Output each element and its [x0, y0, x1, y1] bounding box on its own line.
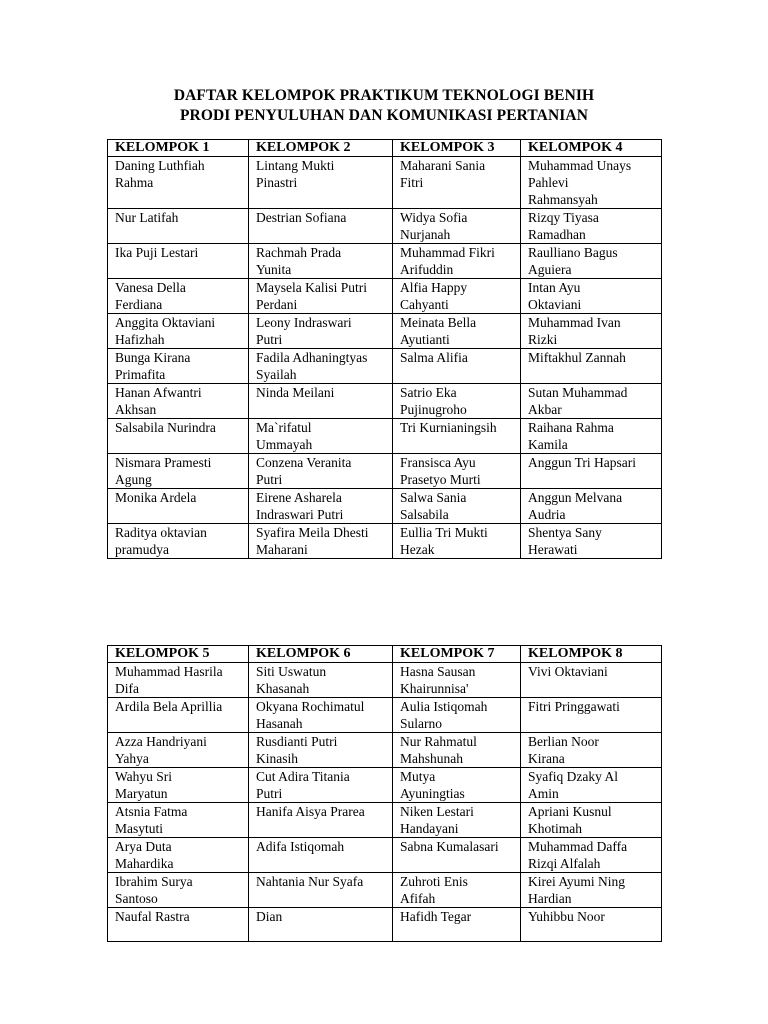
group-table-2 — [107, 645, 662, 942]
member-name-cell: Satrio Eka Pujinugroho — [393, 384, 521, 419]
table-row — [108, 803, 662, 838]
member-name-cell: Okyana Rochimatul Hasanah — [249, 698, 393, 733]
document-title — [0, 86, 768, 126]
member-name-cell: Salwa Sania Salsabila — [393, 489, 521, 524]
table-row — [108, 349, 662, 384]
member-name-cell: Atsnia Fatma Masytuti — [108, 803, 249, 838]
member-name-cell: Nahtania Nur Syafa — [249, 873, 393, 908]
member-name-cell: Wahyu Sri Maryatun — [108, 768, 249, 803]
title-line-1: DAFTAR KELOMPOK PRAKTIKUM TEKNOLOGI BENIH — [173, 87, 595, 104]
member-name-cell: Vanesa Della Ferdiana — [108, 279, 249, 314]
group-header: KELOMPOK 6 — [249, 646, 393, 663]
table-row — [108, 838, 662, 873]
member-name-cell: Hanifa Aisya Prarea — [249, 803, 393, 838]
member-name-cell: Muhammad Hasrila Difa — [108, 663, 249, 698]
table-row — [108, 419, 662, 454]
member-name-cell: Aulia Istiqomah Sularno — [393, 698, 521, 733]
member-name-cell: Mutya Ayuningtias — [393, 768, 521, 803]
member-name-cell: Leony Indraswari Putri — [249, 314, 393, 349]
member-name-cell: Daning Luthfiah Rahma — [108, 157, 249, 209]
member-name-cell: Ma`rifatul Ummayah — [249, 419, 393, 454]
member-name-cell: Muhammad Unays Pahlevi Rahmansyah — [521, 157, 662, 209]
member-name-cell: Naufal Rastra — [108, 908, 249, 942]
member-name-cell: Raulliano Bagus Aguiera — [521, 244, 662, 279]
member-name-cell: Apriani Kusnul Khotimah — [521, 803, 662, 838]
member-name-cell: Muhammad Fikri Arifuddin — [393, 244, 521, 279]
member-name-cell: Fitri Pringgawati — [521, 698, 662, 733]
title-line-2: PRODI PENYULUHAN DAN KOMUNIKASI PERTANIAN — [179, 107, 588, 124]
table-row — [108, 454, 662, 489]
member-name-cell: Vivi Oktaviani — [521, 663, 662, 698]
group-header: KELOMPOK 4 — [521, 140, 662, 157]
member-name-cell: Anggun Tri Hapsari — [521, 454, 662, 489]
group-header: KELOMPOK 2 — [249, 140, 393, 157]
member-name-cell: Sutan Muhammad Akbar — [521, 384, 662, 419]
member-name-cell: Maharani Sania Fitri — [393, 157, 521, 209]
table-row — [108, 663, 662, 698]
member-name-cell: Bunga Kirana Primafita — [108, 349, 249, 384]
member-name-cell: Berlian Noor Kirana — [521, 733, 662, 768]
member-name-cell: Syafira Meila Dhesti Maharani — [249, 524, 393, 559]
member-name-cell: Destrian Sofiana — [249, 209, 393, 244]
member-name-cell: Azza Handriyani Yahya — [108, 733, 249, 768]
member-name-cell: Intan Ayu Oktaviani — [521, 279, 662, 314]
member-name-cell: Nur Latifah — [108, 209, 249, 244]
member-name-cell: Arya Duta Mahardika — [108, 838, 249, 873]
group-header: KELOMPOK 1 — [108, 140, 249, 157]
member-name-cell: Ika Puji Lestari — [108, 244, 249, 279]
member-name-cell: Nismara Pramesti Agung — [108, 454, 249, 489]
table-row — [108, 157, 662, 209]
member-name-cell: Tri Kurnianingsih — [393, 419, 521, 454]
member-name-cell: Rusdianti Putri Kinasih — [249, 733, 393, 768]
table-row — [108, 698, 662, 733]
member-name-cell: Raditya oktavian pramudya — [108, 524, 249, 559]
member-name-cell: Ibrahim Surya Santoso — [108, 873, 249, 908]
member-name-cell: Rachmah Prada Yunita — [249, 244, 393, 279]
member-name-cell: Salsabila Nurindra — [108, 419, 249, 454]
table-row — [108, 279, 662, 314]
member-name-cell: Ardila Bela Aprillia — [108, 698, 249, 733]
table-row — [108, 524, 662, 559]
table-row — [108, 209, 662, 244]
member-name-cell: Eirene Asharela Indraswari Putri — [249, 489, 393, 524]
member-name-cell: Shentya Sany Herawati — [521, 524, 662, 559]
member-name-cell: Cut Adira Titania Putri — [249, 768, 393, 803]
group-table-1 — [107, 139, 662, 559]
table-header-row — [108, 646, 662, 663]
member-name-cell: Muhammad Daffa Rizqi Alfalah — [521, 838, 662, 873]
member-name-cell: Zuhroti Enis Afifah — [393, 873, 521, 908]
member-name-cell: Anggita Oktaviani Hafizhah — [108, 314, 249, 349]
member-name-cell: Maysela Kalisi Putri Perdani — [249, 279, 393, 314]
member-name-cell: Miftakhul Zannah — [521, 349, 662, 384]
member-name-cell: Dian — [249, 908, 393, 942]
group-header: KELOMPOK 7 — [393, 646, 521, 663]
group-header: KELOMPOK 8 — [521, 646, 662, 663]
member-name-cell: Fransisca Ayu Prasetyo Murti — [393, 454, 521, 489]
member-name-cell: Siti Uswatun Khasanah — [249, 663, 393, 698]
group-header: KELOMPOK 5 — [108, 646, 249, 663]
member-name-cell: Yuhibbu Noor — [521, 908, 662, 942]
table-header-row — [108, 140, 662, 157]
table-row — [108, 873, 662, 908]
member-name-cell: Monika Ardela — [108, 489, 249, 524]
member-name-cell: Hasna Sausan Khairunnisa' — [393, 663, 521, 698]
member-name-cell: Fadila Adhaningtyas Syailah — [249, 349, 393, 384]
member-name-cell: Kirei Ayumi Ning Hardian — [521, 873, 662, 908]
member-name-cell: Rizqy Tiyasa Ramadhan — [521, 209, 662, 244]
member-name-cell: Hanan Afwantri Akhsan — [108, 384, 249, 419]
member-name-cell: Anggun Melvana Audria — [521, 489, 662, 524]
table-row — [108, 384, 662, 419]
member-name-cell: Widya Sofia Nurjanah — [393, 209, 521, 244]
table-row — [108, 768, 662, 803]
member-name-cell: Eullia Tri Mukti Hezak — [393, 524, 521, 559]
member-name-cell: Muhammad Ivan Rizki — [521, 314, 662, 349]
member-name-cell: Conzena Veranita Putri — [249, 454, 393, 489]
member-name-cell: Hafidh Tegar — [393, 908, 521, 942]
member-name-cell: Adifa Istiqomah — [249, 838, 393, 873]
member-name-cell: Salma Alifia — [393, 349, 521, 384]
member-name-cell: Nur Rahmatul Mahshunah — [393, 733, 521, 768]
table-body — [108, 663, 662, 942]
table-row — [108, 244, 662, 279]
member-name-cell: Alfia Happy Cahyanti — [393, 279, 521, 314]
member-name-cell: Syafiq Dzaky Al Amin — [521, 768, 662, 803]
group-header: KELOMPOK 3 — [393, 140, 521, 157]
table-row — [108, 908, 662, 942]
member-name-cell: Lintang Mukti Pinastri — [249, 157, 393, 209]
member-name-cell: Ninda Meilani — [249, 384, 393, 419]
table-row — [108, 733, 662, 768]
member-name-cell: Sabna Kumalasari — [393, 838, 521, 873]
member-name-cell: Raihana Rahma Kamila — [521, 419, 662, 454]
member-name-cell: Niken Lestari Handayani — [393, 803, 521, 838]
table-body — [108, 157, 662, 559]
table-row — [108, 314, 662, 349]
member-name-cell: Meinata Bella Ayutianti — [393, 314, 521, 349]
table-row — [108, 489, 662, 524]
